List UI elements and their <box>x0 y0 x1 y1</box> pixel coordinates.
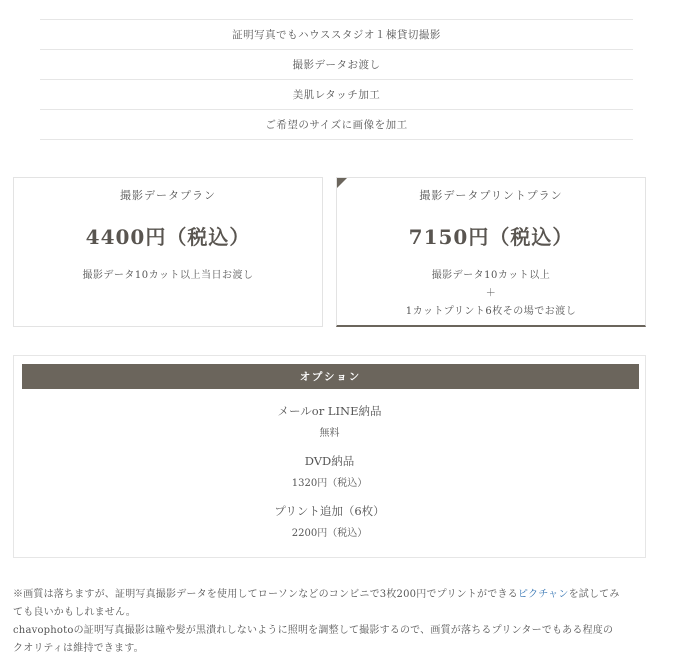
footnote-text: ※画質は落ちますが、証明写真撮影データを使用してローソンなどのコンビニで3枚200円でプリントができる <box>13 589 518 600</box>
option-name: DVD納品 <box>304 454 355 468</box>
plan-desc-plus: ＋ <box>485 288 497 299</box>
option-price: 2200円（税込） <box>291 528 368 539</box>
options-box <box>13 355 646 558</box>
picchan-link[interactable]: ピクチャン <box>517 589 569 600</box>
plan-desc-line: 撮影データ10カット以上 <box>431 270 551 281</box>
option-name: メールor LINE納品 <box>277 404 382 418</box>
option-item-email <box>14 403 645 439</box>
plan-name: 撮影データプリントプラン <box>419 189 563 202</box>
plan-card-data[interactable] <box>13 177 323 327</box>
footnote-text: を試してみ <box>568 589 620 600</box>
footnote-line: クオリティは維持できます。 <box>13 643 144 654</box>
features-list <box>40 19 633 140</box>
feature-item: 証明写真でもハウススタジオ１棟貸切撮影 <box>40 19 633 49</box>
plan-price: 7150円（税込） <box>408 225 574 249</box>
plan-name: 撮影データプラン <box>120 189 216 202</box>
option-item-print <box>14 503 645 539</box>
feature-item: 撮影データお渡し <box>40 49 633 79</box>
footnote-line: chavophotoの証明写真撮影は瞳や髪が黒潰れしないように照明を調整して撮影するので、画質が落ちるプリンターでもある程度の <box>13 625 614 636</box>
plan-description <box>337 267 645 321</box>
plan-description <box>14 267 322 285</box>
feature-item: ご希望のサイズに画像を加工 <box>40 109 633 140</box>
option-price: 1320円（税込） <box>291 478 368 489</box>
options-header: オプション <box>22 364 639 389</box>
option-item-dvd <box>14 453 645 489</box>
plan-desc-line: 撮影データ10カット以上当日お渡し <box>82 270 254 281</box>
feature-item: 美肌レタッチ加工 <box>40 79 633 109</box>
footnote-line: ても良いかもしれません。 <box>13 607 136 618</box>
plan-price: 4400円（税込） <box>85 225 251 249</box>
option-price: 無料 <box>319 428 340 439</box>
plan-card-print[interactable] <box>336 177 646 327</box>
footnote-line <box>13 586 653 604</box>
option-name: プリント追加（6枚） <box>274 504 385 518</box>
plan-desc-line: 1カットプリント6枚その場でお渡し <box>405 306 577 317</box>
footnote <box>13 586 653 658</box>
